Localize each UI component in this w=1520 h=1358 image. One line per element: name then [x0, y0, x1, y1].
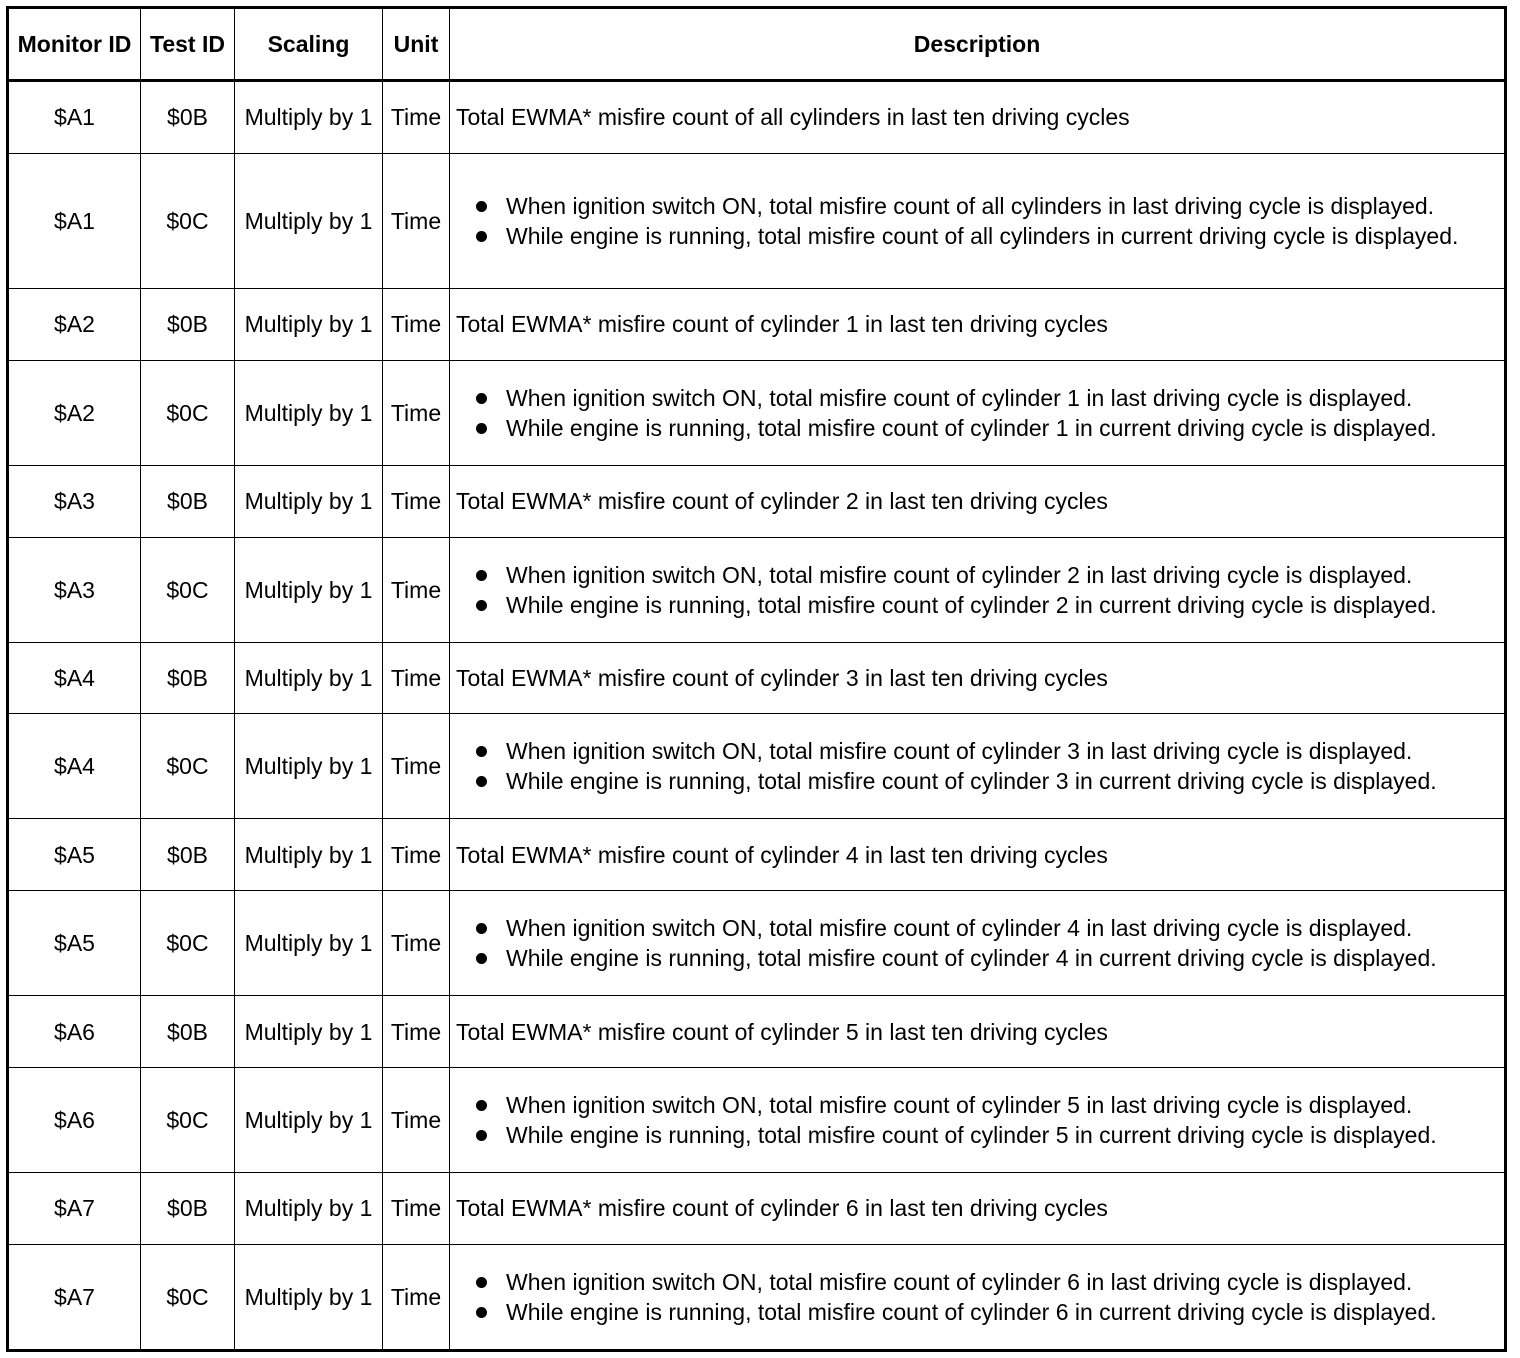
unit-cell: Time	[383, 81, 450, 154]
unit-cell: Time	[383, 1244, 450, 1350]
bullet-item: When ignition switch ON, total misfire count of cylinder 4 in last driving cycle is displayed.	[472, 913, 1498, 943]
test-id-cell: $0C	[141, 1244, 235, 1350]
test-id-cell: $0B	[141, 1173, 235, 1245]
bullet-item: When ignition switch ON, total misfire count of cylinder 1 in last driving cycle is displayed.	[472, 383, 1498, 413]
header-unit: Unit	[383, 8, 450, 81]
description-cell	[450, 1244, 1506, 1350]
header-description: Description	[450, 8, 1506, 81]
header-test-id: Test ID	[141, 8, 235, 81]
description-cell: Total EWMA* misfire count of cylinder 3 in last ten driving cycles	[450, 642, 1506, 714]
description-cell: Total EWMA* misfire count of cylinder 2 in last ten driving cycles	[450, 465, 1506, 537]
unit-cell: Time	[383, 360, 450, 465]
description-cell	[450, 1067, 1506, 1172]
bullet-list	[456, 1090, 1498, 1150]
unit-cell: Time	[383, 819, 450, 891]
scaling-cell: Multiply by 1	[235, 996, 383, 1068]
bullet-item: While engine is running, total misfire count of cylinder 1 in current driving cycle is displayed.	[472, 413, 1498, 443]
table-row	[8, 1244, 1506, 1350]
unit-cell: Time	[383, 153, 450, 288]
scaling-cell: Multiply by 1	[235, 537, 383, 642]
table-row	[8, 996, 1506, 1068]
table-row	[8, 891, 1506, 996]
header-scaling: Scaling	[235, 8, 383, 81]
test-id-cell: $0C	[141, 153, 235, 288]
monitor-id-cell: $A7	[8, 1173, 141, 1245]
monitor-id-cell: $A1	[8, 153, 141, 288]
unit-cell: Time	[383, 891, 450, 996]
monitor-test-table	[6, 6, 1507, 1352]
table-row	[8, 153, 1506, 288]
table-row	[8, 360, 1506, 465]
test-id-cell: $0B	[141, 289, 235, 361]
test-id-cell: $0B	[141, 996, 235, 1068]
description-cell	[450, 360, 1506, 465]
description-cell: Total EWMA* misfire count of cylinder 1 in last ten driving cycles	[450, 289, 1506, 361]
bullet-list	[456, 736, 1498, 796]
scaling-cell: Multiply by 1	[235, 289, 383, 361]
monitor-id-cell: $A4	[8, 714, 141, 819]
test-id-cell: $0B	[141, 819, 235, 891]
scaling-cell: Multiply by 1	[235, 1173, 383, 1245]
scaling-cell: Multiply by 1	[235, 81, 383, 154]
monitor-id-cell: $A2	[8, 360, 141, 465]
scaling-cell: Multiply by 1	[235, 153, 383, 288]
test-id-cell: $0B	[141, 465, 235, 537]
bullet-list	[456, 383, 1498, 443]
test-id-cell: $0C	[141, 714, 235, 819]
test-id-cell: $0B	[141, 81, 235, 154]
bullet-item: When ignition switch ON, total misfire count of all cylinders in last driving cycle is displayed.	[472, 191, 1498, 221]
test-id-cell: $0C	[141, 537, 235, 642]
monitor-id-cell: $A5	[8, 891, 141, 996]
unit-cell: Time	[383, 465, 450, 537]
scaling-cell: Multiply by 1	[235, 819, 383, 891]
monitor-id-cell: $A2	[8, 289, 141, 361]
bullet-list	[456, 913, 1498, 973]
unit-cell: Time	[383, 289, 450, 361]
table-row	[8, 537, 1506, 642]
monitor-id-cell: $A6	[8, 1067, 141, 1172]
table-row	[8, 1173, 1506, 1245]
unit-cell: Time	[383, 1067, 450, 1172]
bullet-item: When ignition switch ON, total misfire count of cylinder 2 in last driving cycle is displayed.	[472, 560, 1498, 590]
monitor-id-cell: $A4	[8, 642, 141, 714]
description-cell	[450, 891, 1506, 996]
scaling-cell: Multiply by 1	[235, 642, 383, 714]
table-row	[8, 714, 1506, 819]
bullet-item: When ignition switch ON, total misfire count of cylinder 6 in last driving cycle is displayed.	[472, 1267, 1498, 1297]
table-row	[8, 1067, 1506, 1172]
table-row	[8, 819, 1506, 891]
monitor-id-cell: $A3	[8, 465, 141, 537]
unit-cell: Time	[383, 996, 450, 1068]
description-cell	[450, 153, 1506, 288]
description-cell	[450, 537, 1506, 642]
table-row	[8, 465, 1506, 537]
bullet-list	[456, 191, 1498, 251]
test-id-cell: $0B	[141, 642, 235, 714]
unit-cell: Time	[383, 1173, 450, 1245]
unit-cell: Time	[383, 537, 450, 642]
scaling-cell: Multiply by 1	[235, 1244, 383, 1350]
monitor-id-cell: $A3	[8, 537, 141, 642]
table-row	[8, 289, 1506, 361]
bullet-item: While engine is running, total misfire count of cylinder 6 in current driving cycle is displayed.	[472, 1297, 1498, 1327]
scaling-cell: Multiply by 1	[235, 714, 383, 819]
monitor-id-cell: $A7	[8, 1244, 141, 1350]
header-row	[8, 8, 1506, 81]
table-row	[8, 642, 1506, 714]
bullet-list	[456, 1267, 1498, 1327]
monitor-id-cell: $A6	[8, 996, 141, 1068]
unit-cell: Time	[383, 714, 450, 819]
description-cell	[450, 714, 1506, 819]
test-id-cell: $0C	[141, 891, 235, 996]
scaling-cell: Multiply by 1	[235, 465, 383, 537]
bullet-item: While engine is running, total misfire count of cylinder 5 in current driving cycle is displayed.	[472, 1120, 1498, 1150]
test-id-cell: $0C	[141, 360, 235, 465]
test-id-cell: $0C	[141, 1067, 235, 1172]
description-cell: Total EWMA* misfire count of cylinder 4 in last ten driving cycles	[450, 819, 1506, 891]
bullet-item: While engine is running, total misfire count of cylinder 2 in current driving cycle is displayed.	[472, 590, 1498, 620]
monitor-id-cell: $A1	[8, 81, 141, 154]
scaling-cell: Multiply by 1	[235, 1067, 383, 1172]
bullet-item: While engine is running, total misfire count of cylinder 4 in current driving cycle is displayed.	[472, 943, 1498, 973]
scaling-cell: Multiply by 1	[235, 360, 383, 465]
description-cell: Total EWMA* misfire count of cylinder 5 in last ten driving cycles	[450, 996, 1506, 1068]
table-row	[8, 81, 1506, 154]
description-cell: Total EWMA* misfire count of all cylinders in last ten driving cycles	[450, 81, 1506, 154]
bullet-item: While engine is running, total misfire count of cylinder 3 in current driving cycle is displayed.	[472, 766, 1498, 796]
bullet-list	[456, 560, 1498, 620]
unit-cell: Time	[383, 642, 450, 714]
header-monitor-id: Monitor ID	[8, 8, 141, 81]
scaling-cell: Multiply by 1	[235, 891, 383, 996]
monitor-id-cell: $A5	[8, 819, 141, 891]
bullet-item: When ignition switch ON, total misfire count of cylinder 3 in last driving cycle is displayed.	[472, 736, 1498, 766]
description-cell: Total EWMA* misfire count of cylinder 6 in last ten driving cycles	[450, 1173, 1506, 1245]
bullet-item: When ignition switch ON, total misfire count of cylinder 5 in last driving cycle is displayed.	[472, 1090, 1498, 1120]
bullet-item: While engine is running, total misfire count of all cylinders in current driving cycle is displayed.	[472, 221, 1498, 251]
